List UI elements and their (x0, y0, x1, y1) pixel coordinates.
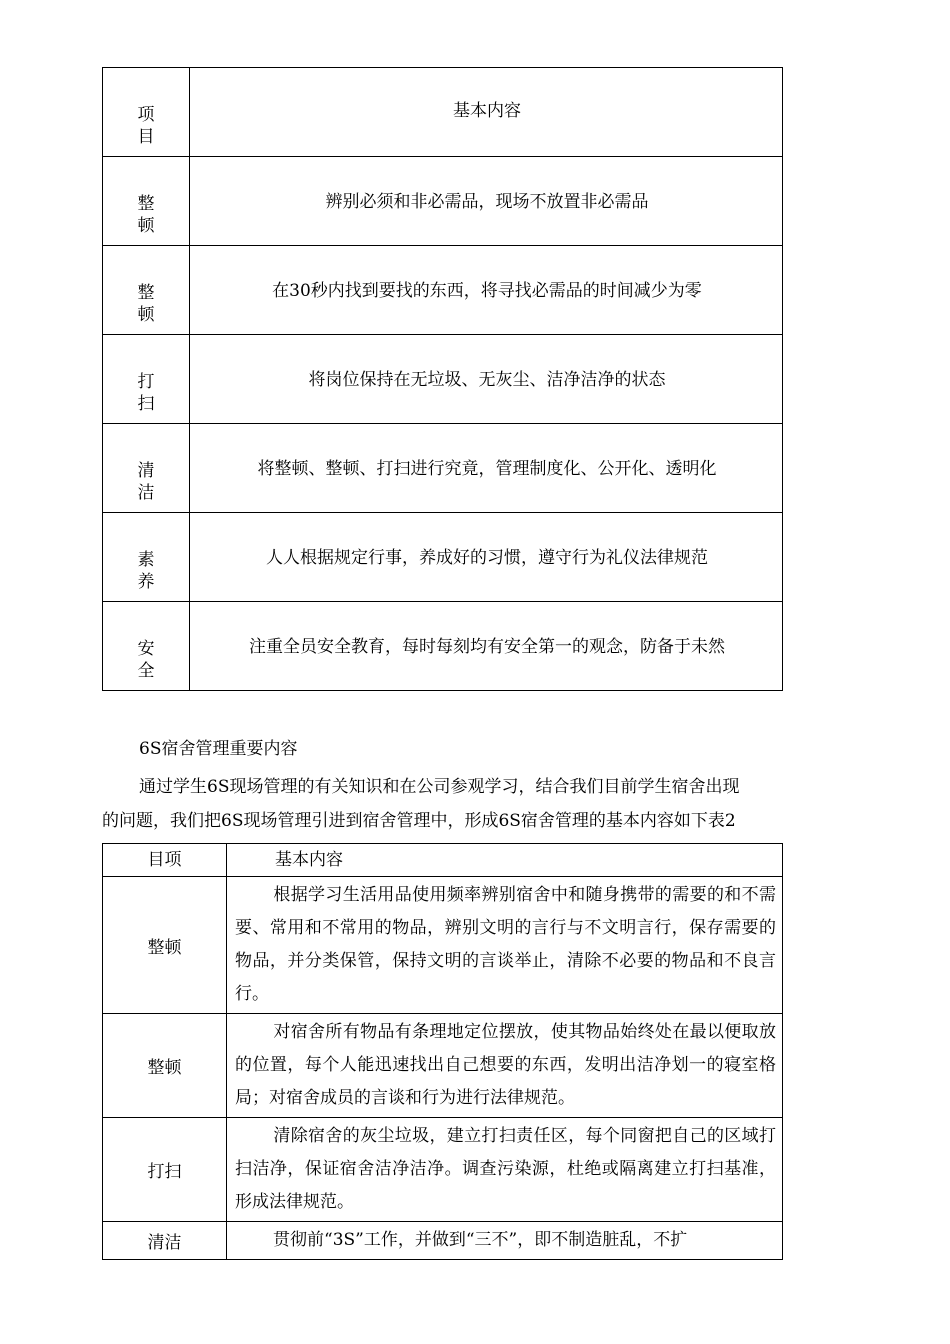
table-row (103, 1118, 783, 1222)
row-item-label: 整顿 (137, 194, 155, 236)
row-item-label: 清洁 (147, 1233, 182, 1253)
section-heading: 6S宿舍管理重要内容 (139, 739, 298, 759)
row-content-cell (190, 424, 783, 513)
row-item-cell (103, 424, 190, 513)
row-item-label: 打扫 (147, 1162, 182, 1182)
header-item-cell (103, 844, 227, 877)
row-item-cell (103, 877, 227, 1014)
row-content-cell (227, 877, 783, 1014)
row-content-text: 清除宿舍的灰尘垃圾，建立打扫责任区，每个同窗把自己的区域打扫洁净，保证宿舍洁净洁净。调查污染源，杜绝或隔离建立打扫基准，形成法律规范。 (235, 1126, 776, 1212)
row-content-cell (190, 335, 783, 424)
header-content-cell (190, 68, 783, 157)
table-row (103, 602, 783, 691)
table-header-row (103, 844, 783, 877)
table-row (103, 157, 783, 246)
row-content-text: 将岗位保持在无垃圾、无灰尘、洁净洁净的状态 (308, 370, 666, 390)
table-row (103, 877, 783, 1014)
table-row (103, 513, 783, 602)
table-6s-basic (102, 67, 783, 691)
header-item-label: 目项 (147, 850, 182, 870)
table-row (103, 246, 783, 335)
table-row (103, 335, 783, 424)
row-item-label: 打扫 (137, 372, 155, 414)
row-content-cell (227, 1222, 783, 1260)
row-item-label: 整顿 (147, 937, 182, 958)
row-content-cell (190, 246, 783, 335)
row-content-text: 对宿舍所有物品有条理地定位摆放，使其物品始终处在最以便取放的位置，每个人能迅速找出自己想要的东西，发明出洁净划一的寝室格局；对宿舍成员的言谈和行为进行法律规范。 (235, 1022, 776, 1108)
row-content-text: 辨别必须和非必需品，现场不放置非必需品 (325, 192, 649, 212)
row-content-cell (227, 1118, 783, 1222)
row-item-cell (103, 157, 190, 246)
row-item-cell (103, 1014, 227, 1118)
row-content-text: 贯彻前“3S”工作，并做到“三不”，即不制造脏乱，不扩 (273, 1230, 688, 1250)
paragraph-line-2: 的问题，我们把6S现场管理引进到宿舍管理中，形成6S宿舍管理的基本内容如下表2 (102, 811, 736, 831)
row-item-label: 安全 (137, 639, 155, 681)
header-item-label: 项目 (137, 105, 155, 147)
table-row (103, 424, 783, 513)
header-content-label: 基本内容 (453, 101, 521, 121)
row-item-label: 整顿 (137, 283, 155, 325)
row-content-text: 人人根据规定行事，养成好的习惯，遵守行为礼仪法律规范 (266, 548, 708, 568)
row-content-cell (190, 513, 783, 602)
row-item-cell (103, 602, 190, 691)
table-header-row (103, 68, 783, 157)
row-content-text: 注重全员安全教育，每时每刻均有安全第一的观念，防备于未然 (249, 637, 725, 657)
row-content-cell (190, 602, 783, 691)
row-item-cell (103, 335, 190, 424)
row-item-cell (103, 1118, 227, 1222)
row-item-label: 素养 (137, 550, 155, 592)
row-content-text: 将整顿、整顿、打扫进行究竟，管理制度化、公开化、透明化 (257, 459, 717, 479)
header-content-cell (227, 844, 783, 877)
row-content-cell (190, 157, 783, 246)
table-row (103, 1014, 783, 1118)
table-row (103, 1222, 783, 1260)
row-item-cell (103, 1222, 227, 1260)
row-content-text: 在30秒内找到要找的东西，将寻找必需品的时间减少为零 (272, 281, 702, 301)
row-content-text: 根据学习生活用品使用频率辨别宿舍中和随身携带的需要的和不需要、常用和不常用的物品，辨别文明的言行与不文明言行，保存需要的物品，并分类保管，保持文明的言谈举止，清除不必要的物品和不良言行。 (235, 885, 776, 1004)
row-item-label: 整顿 (147, 1058, 182, 1078)
header-item-cell (103, 68, 190, 157)
table-6s-dormitory (102, 843, 783, 1260)
paragraph-line-1: 通过学生6S现场管理的有关知识和在公司参观学习，结合我们目前学生宿舍出现 (139, 777, 740, 797)
row-item-cell (103, 246, 190, 335)
row-item-cell (103, 513, 190, 602)
header-content-label: 基本内容 (275, 850, 343, 870)
row-content-cell (227, 1014, 783, 1118)
row-item-label: 清洁 (137, 461, 155, 503)
